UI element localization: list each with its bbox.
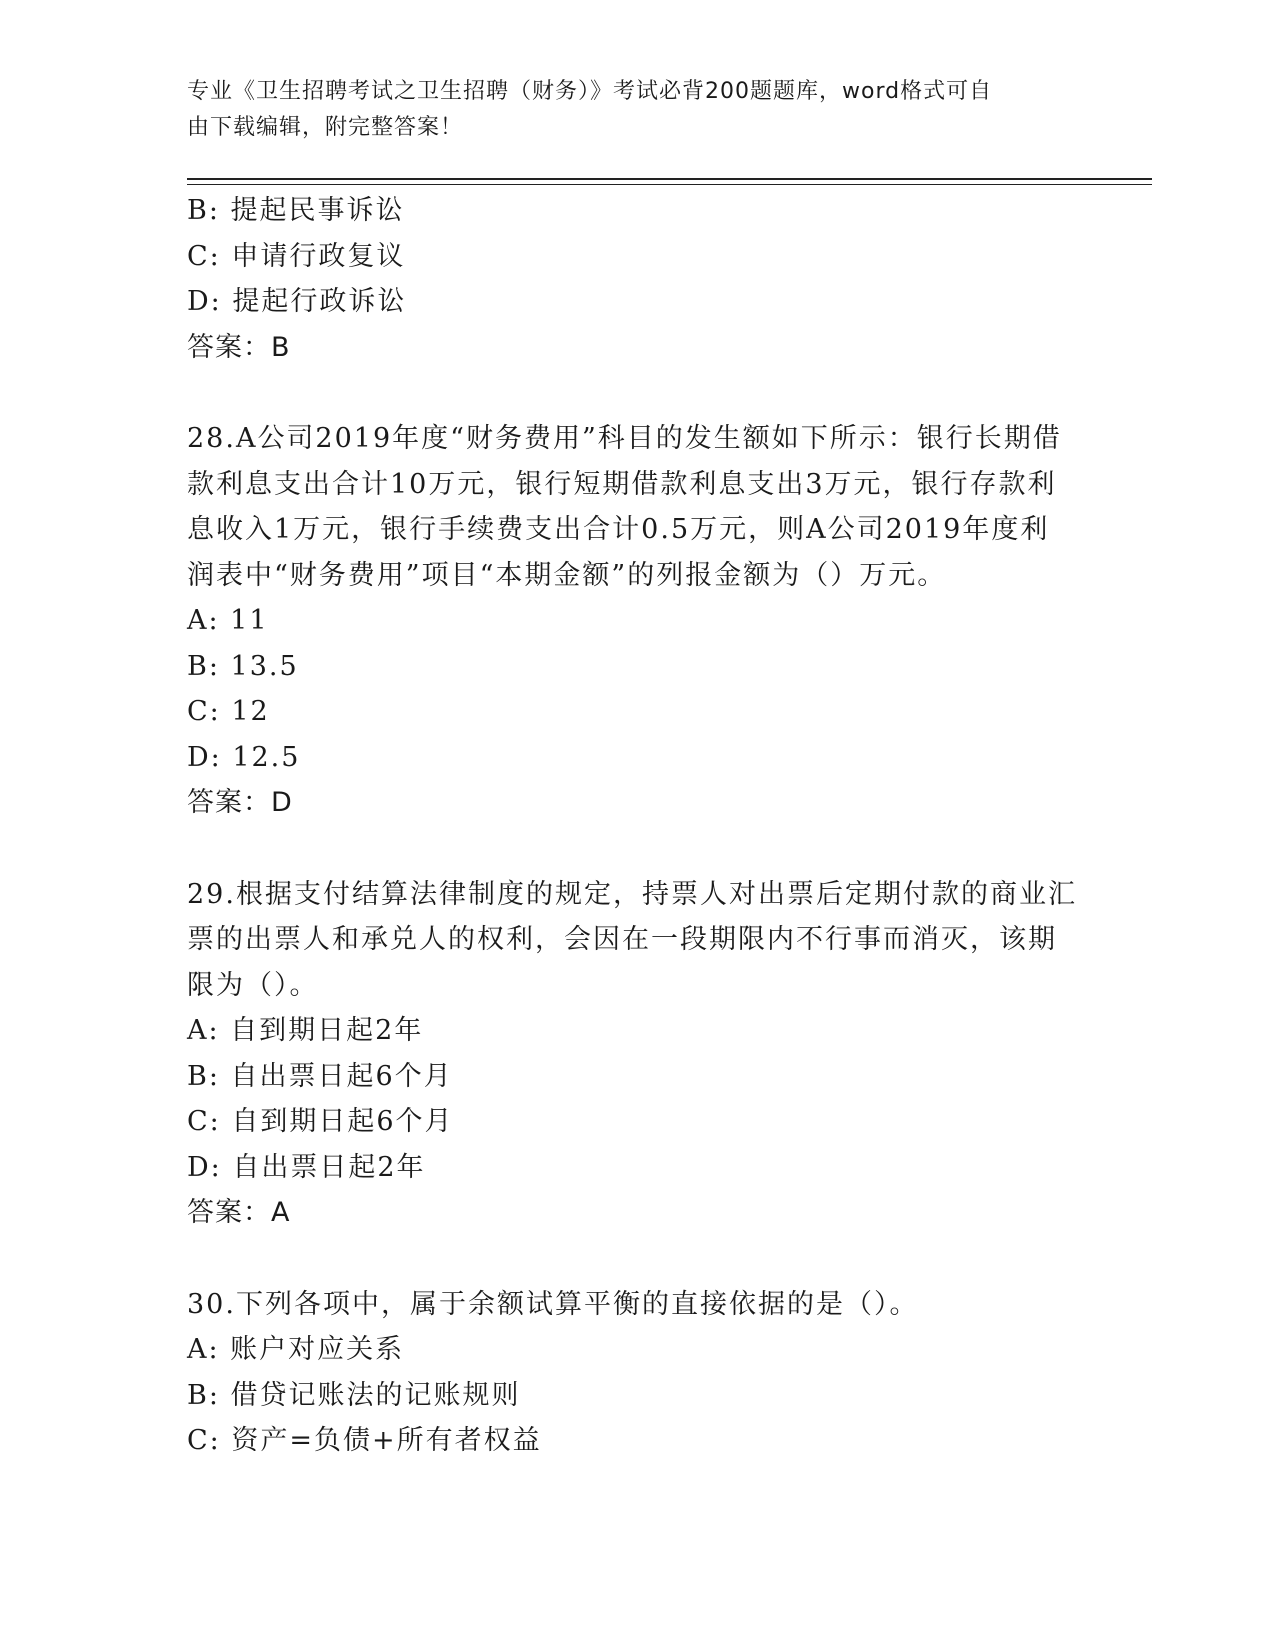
header-divider-thin [187,184,1152,185]
option-c: C: 申请行政复议 [187,240,406,272]
option-d: D: 提起行政诉讼 [187,286,407,317]
question-line: 息收入1万元，银行手续费支出合计0.5万元，则A公司2019年度利 [187,514,1050,545]
question-line: 30.下列各项中，属于余额试算平衡的直接依据的是（）。 [187,1288,919,1320]
question-line: 28.A公司2019年度“财务费用”科目的发生额如下所示：银行长期借 [187,423,1062,454]
header-divider-thick [187,178,1152,180]
question-line: 限为（）。 [187,969,319,1001]
question-30 [187,1282,1087,1464]
question-line: 款利息支出合计10万元，银行短期借款利息支出3万元，银行存款利 [187,468,1057,500]
answer: 答案：B [187,331,291,363]
option-a: A: 11 [187,605,269,636]
option-b: B: 提起民事诉讼 [187,195,405,226]
option-c: C: 资产=负债+所有者权益 [187,1425,542,1456]
question-text [187,872,1087,1009]
question-line: 润表中“财务费用”项目“本期金额”的列报金额为（）万元。 [187,559,947,591]
document-header [187,74,1087,146]
option-b: B: 13.5 [187,650,299,682]
question-line: 29.根据支付结算法律制度的规定，持票人对出票后定期付款的商业汇 [187,878,1077,910]
prev-question-block [187,188,1087,370]
option-a: A: 自到期日起2年 [187,1015,424,1046]
answer: 答案：D [187,787,293,818]
option-a: A: 账户对应关系 [187,1334,405,1365]
option-b: B: 借贷记账法的记账规则 [187,1379,521,1411]
header-line-1: 专业《卫生招聘考试之卫生招聘（财务）》考试必背200题题库，word格式可自 [187,79,993,104]
option-c: C: 12 [187,696,270,727]
header-line-2: 由下载编辑，附完整答案！ [187,115,464,140]
spacer [187,370,1087,416]
document-body [187,188,1087,1464]
question-29 [187,872,1087,1236]
spacer [187,1236,1087,1282]
question-text [187,1282,1087,1328]
spacer [187,826,1087,872]
question-line: 票的出票人和承兑人的权利，会因在一段期限内不行事而消灭，该期 [187,924,1057,955]
option-d: D: 12.5 [187,741,301,773]
question-28 [187,416,1087,826]
question-text [187,416,1087,598]
option-b: B: 自出票日起6个月 [187,1060,453,1092]
option-d: D: 自出票日起2年 [187,1151,426,1183]
option-c: C: 自到期日起6个月 [187,1106,454,1137]
answer: 答案：A [187,1197,291,1228]
